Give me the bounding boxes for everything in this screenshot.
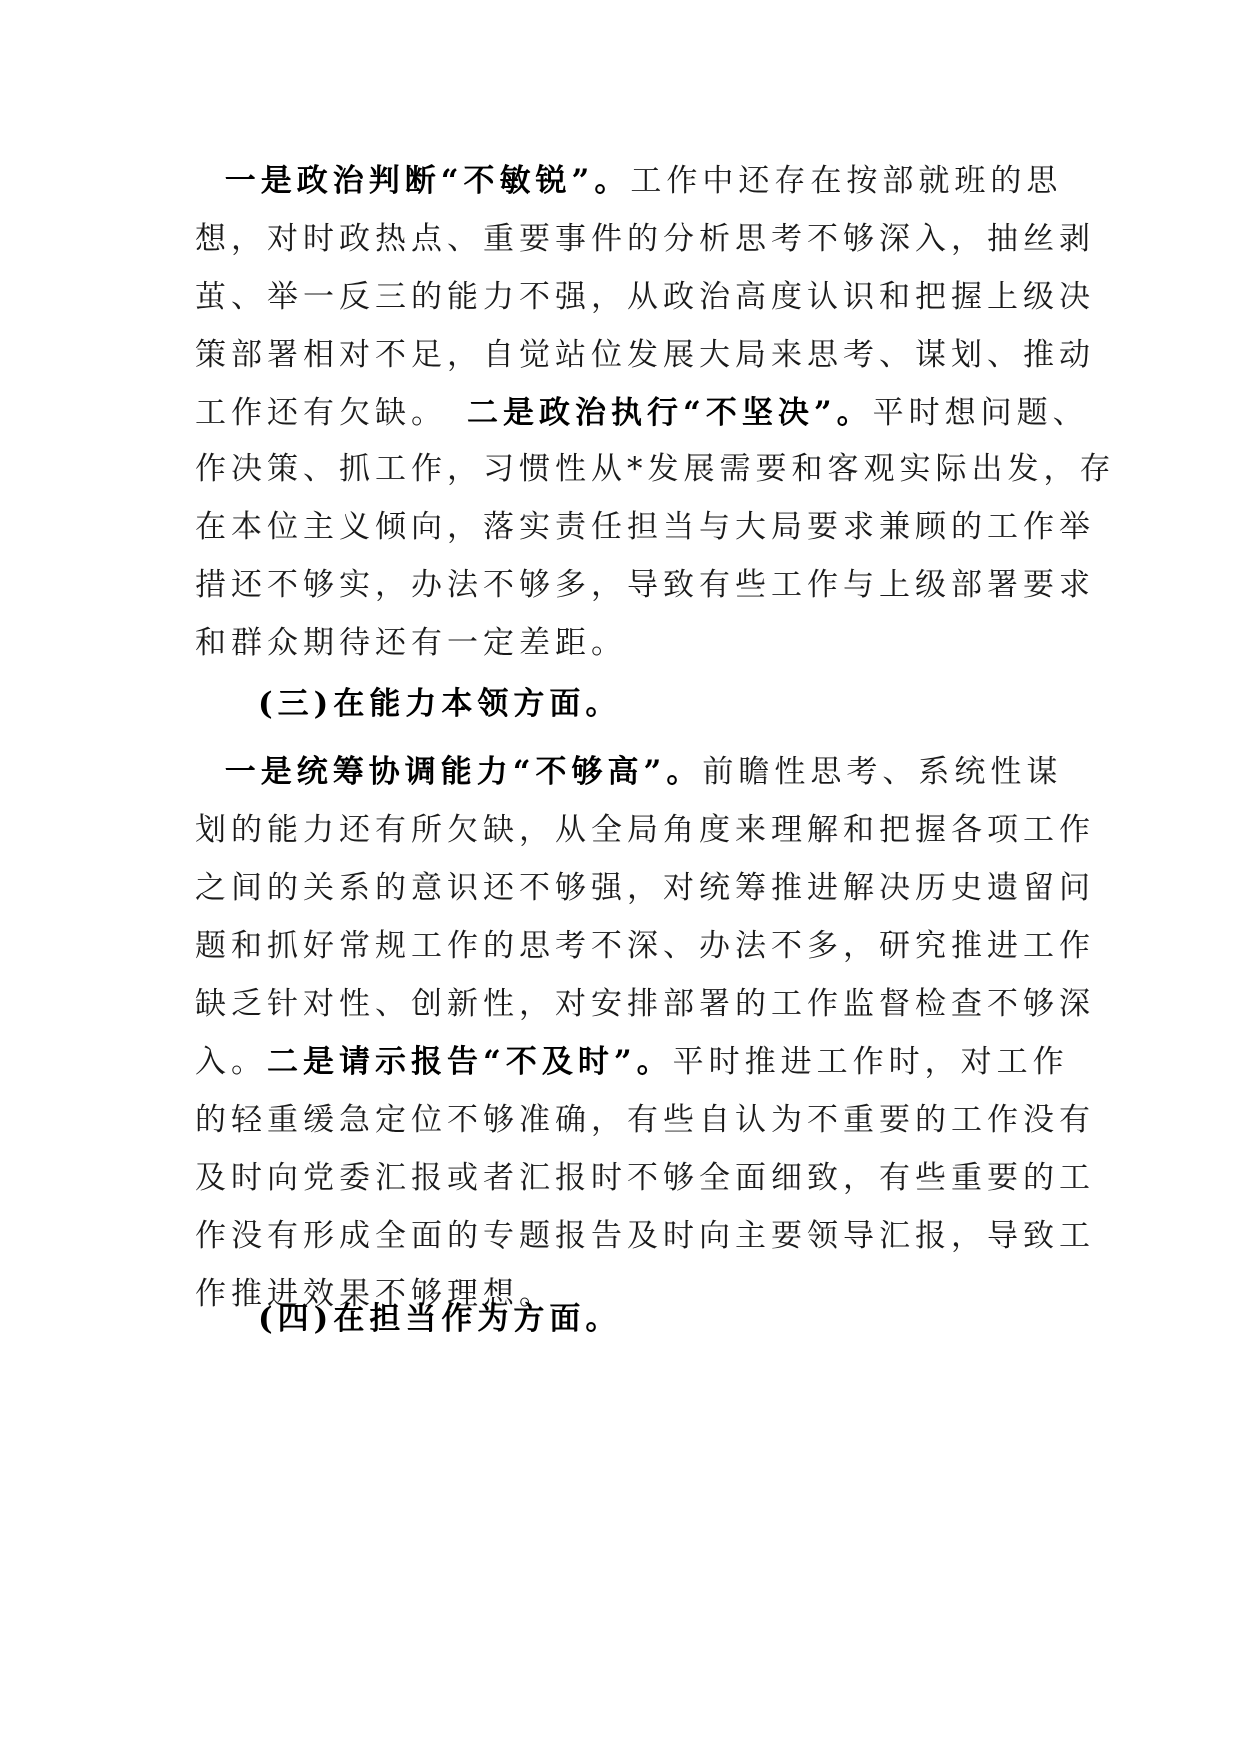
text-run: 前瞻性思考、系统性谋 [702,754,1063,790]
text-line: 在本位主义倾向，落实责任担当与大局要求兼顾的工作举 [195,509,1095,545]
section-heading-4: (四)在担当作为方面。 [258,1301,622,1337]
text-line: 策部署相对不足，自觉站位发展大局来思考、谋划、推动 [195,337,1095,373]
text-line: 作没有形成全面的专题报告及时向主要领导汇报，导致工 [195,1218,1095,1254]
section-heading-3: (三)在能力本领方面。 [258,686,622,722]
text-line: 作推进效果不够理想。 [195,1276,555,1312]
text-line [195,1033,1069,1091]
text-line: 及时向党委汇报或者汇报时不够全面细致，有些重要的工 [195,1160,1095,1196]
text-line: 之间的关系的意识还不够强，对统筹推进解决历史遗留问 [195,870,1095,906]
text-line: 和群众期待还有一定差距。 [195,625,627,661]
text-run: 平时想问题、 [872,395,1089,431]
paragraph-ability [195,743,1095,1323]
paragraph-political-execution [195,440,1116,672]
text-line: 题和抓好常规工作的思考不深、办法不多，研究推进工作 [195,928,1095,964]
text-line: 作决策、抓工作，习惯性从*发展需要和客观实际出发，存 [195,451,1116,487]
text-line: 茧、举一反三的能力不强，从政治高度认识和把握上级决 [195,279,1095,315]
text-line: 划的能力还有所欠缺，从全局角度来理解和把握各项工作 [195,812,1095,848]
text-line [195,152,1063,210]
bold-lead: 一是统筹协调能力“不够高”。 [224,754,703,790]
paragraph-political-judgment [195,152,1095,442]
text-line: 想，对时政热点、重要事件的分析思考不够深入，抽丝剥 [195,221,1095,257]
text-run: 工作还有欠缺。 [195,395,447,431]
text-line [195,743,1063,801]
text-line: 的轻重缓急定位不够准确，有些自认为不重要的工作没有 [195,1102,1095,1138]
text-line [195,384,1089,442]
text-run: 工作中还存在按部就班的思 [630,163,1063,199]
bold-lead: 二是政治执行“不坚决”。 [467,395,873,431]
bold-lead: 二是请示报告“不及时”。 [267,1044,673,1080]
text-line: 措还不够实，办法不够多，导致有些工作与上级部署要求 [195,567,1095,603]
text-run: 入。 [195,1044,267,1080]
bold-lead: 一是政治判断“不敏锐”。 [224,163,631,199]
text-line: 缺乏针对性、创新性，对安排部署的工作监督检查不够深 [195,986,1095,1022]
text-run: 平时推进工作时，对工作 [672,1044,1069,1080]
